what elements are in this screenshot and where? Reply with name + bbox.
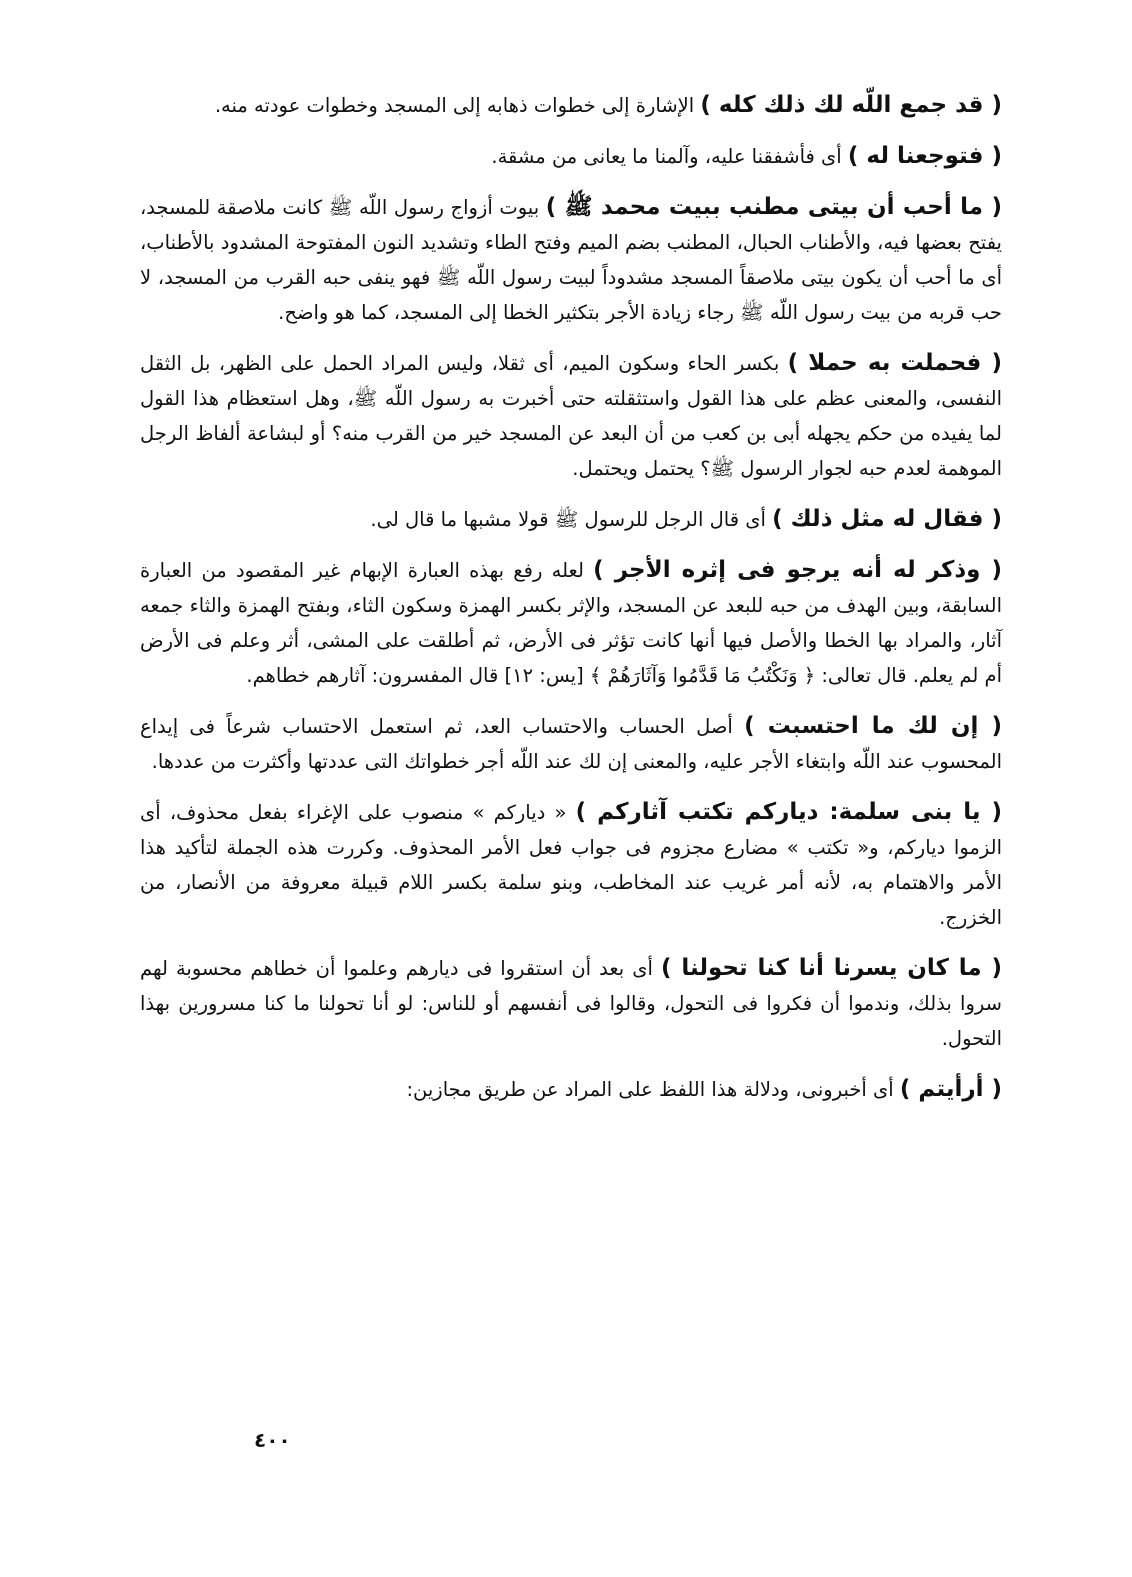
page-body	[140, 88, 1002, 1123]
paragraph-text: أى قال الرجل للرسول ﷺ قولا مشبها ما قال لى.	[370, 508, 773, 531]
paragraph-9	[140, 951, 1002, 1056]
paragraph-heading: ( فحملت به حملا )	[787, 350, 1002, 376]
paragraph-text: أى فأشفقنا عليه، وآلمنا ما يعانى من مشقة.	[491, 145, 848, 168]
paragraph-text: أى أخبرونى، ودلالة هذا اللفظ على المراد عن طريق مجازين:	[406, 1078, 900, 1101]
paragraph-text: بكسر الحاء وسكون الميم، أى ثقلا، وليس المراد الحمل على الظهر، بل الثقل النفسى، والمعنى عظم على هذا القول واستثقلته حتى أخبرت به رسول اللّه ﷺ، وهل استعظام هذا القول لما يفيده من حكم يجهله أبى بن كعب من أن البعد عن المسجد خير من القرب منه؟ أو لبشاعة ألفاظ الرجل الموهمة لعدم حبه لجوار الرسول ﷺ؟ يحتمل ويحتمل.	[140, 352, 1002, 480]
paragraph-5	[140, 502, 1002, 537]
paragraph-heading: ( فتوجعنا له )	[847, 143, 1002, 169]
paragraph-text: بيوت أزواج رسول اللّه ﷺ كانت ملاصقة للمسجد، يفتح بعضها فيه، والأطناب الحبال، المطنب بضم الميم وفتح الطاء وتشديد النون المفتوحة المشدود بالأطناب، أى ما أحب أن يكون بيتى ملاصقاً المسجد مشدوداً لبيت رسول اللّه ﷺ فهو ينفى حبه القرب من المسجد، لا حب قربه من بيت رسول اللّه ﷺ رجاء زيادة الأجر بتكثير الخطا إلى المسجد، كما هو واضح.	[140, 196, 1002, 324]
paragraph-text: أصل الحساب والاحتساب العد، ثم استعمل الاحتساب شرعاً فى إيداع المحسوب عند اللّه وابتغاء الأجر عليه، والمعنى إن لك عند اللّه أجر خطواتك التى عددتها وأكثرت من عددها.	[140, 715, 1002, 773]
paragraph-heading: ( ما أحب أن بيتى مطنب ببيت محمد ﷺ )	[545, 194, 1002, 220]
paragraph-text: أى بعد أن استقروا فى ديارهم وعلموا أن خطاهم محسوبة لهم سروا بذلك، وندموا أن فكروا فى التحول، وقالوا فى أنفسهم أو للناس: لو أنا تحولنا ما كنا مسرورين بهذا التحول.	[140, 957, 1002, 1050]
paragraph-2	[140, 139, 1002, 174]
page-number: ٤٠٠	[254, 1428, 291, 1452]
paragraph-7	[140, 709, 1002, 779]
paragraph-heading: ( فقال له مثل ذلك )	[772, 506, 1002, 532]
paragraph-4	[140, 346, 1002, 486]
paragraph-heading: ( قد جمع اللّه لك ذلك كله )	[700, 92, 1002, 118]
paragraph-3	[140, 190, 1002, 330]
paragraph-heading: ( يا بنى سلمة: دياركم تكتب آثاركم )	[575, 799, 1002, 825]
paragraph-heading: ( إن لك ما احتسبت )	[744, 713, 1002, 739]
paragraph-heading: ( وذكر له أنه يرجو فى إثره الأجر )	[593, 557, 1002, 583]
paragraph-heading: ( ما كان يسرنا أنا كنا تحولنا )	[660, 955, 1002, 981]
paragraph-text: لعله رفع بهذه العبارة الإبهام غير المقصود من العبارة السابقة، وبين الهدف من حبه للبعد عن المسجد، والإثر بكسر الهمزة وسكون الثاء، وبفتح الهمزة والثاء جمعه آثار، والمراد بها الخطا والأصل فيها أنها كانت تؤثر فى الأرض، ثم أطلقت على المشى، أثر وعلم فى الأرض أم لم يعلم. قال تعالى: ﴿ وَنَكْتُبُ مَا قَدَّمُوا وَآثَارَهُمْ ﴾ [يس: ١٢] قال المفسرون: آثارهم خطاهم.	[140, 559, 1002, 687]
paragraph-8	[140, 795, 1002, 935]
paragraph-10	[140, 1072, 1002, 1107]
paragraph-text: « دياركم » منصوب على الإغراء بفعل محذوف، أى الزموا دياركم، و« تكتب » مضارع مجزوم فى جواب فعل الأمر المحذوف. وكررت هذه الجملة لتأكيد هذا الأمر والاهتمام به، لأنه أمر غريب عند المخاطب، وبنو سلمة بكسر اللام قبيلة معروفة من الأنصار، من الخزرج.	[140, 801, 1002, 929]
paragraph-6	[140, 553, 1002, 693]
paragraph-heading: ( أرأيتم )	[899, 1076, 1002, 1102]
paragraph-1	[140, 88, 1002, 123]
paragraph-text: الإشارة إلى خطوات ذهابه إلى المسجد وخطوات عودته منه.	[214, 94, 701, 117]
